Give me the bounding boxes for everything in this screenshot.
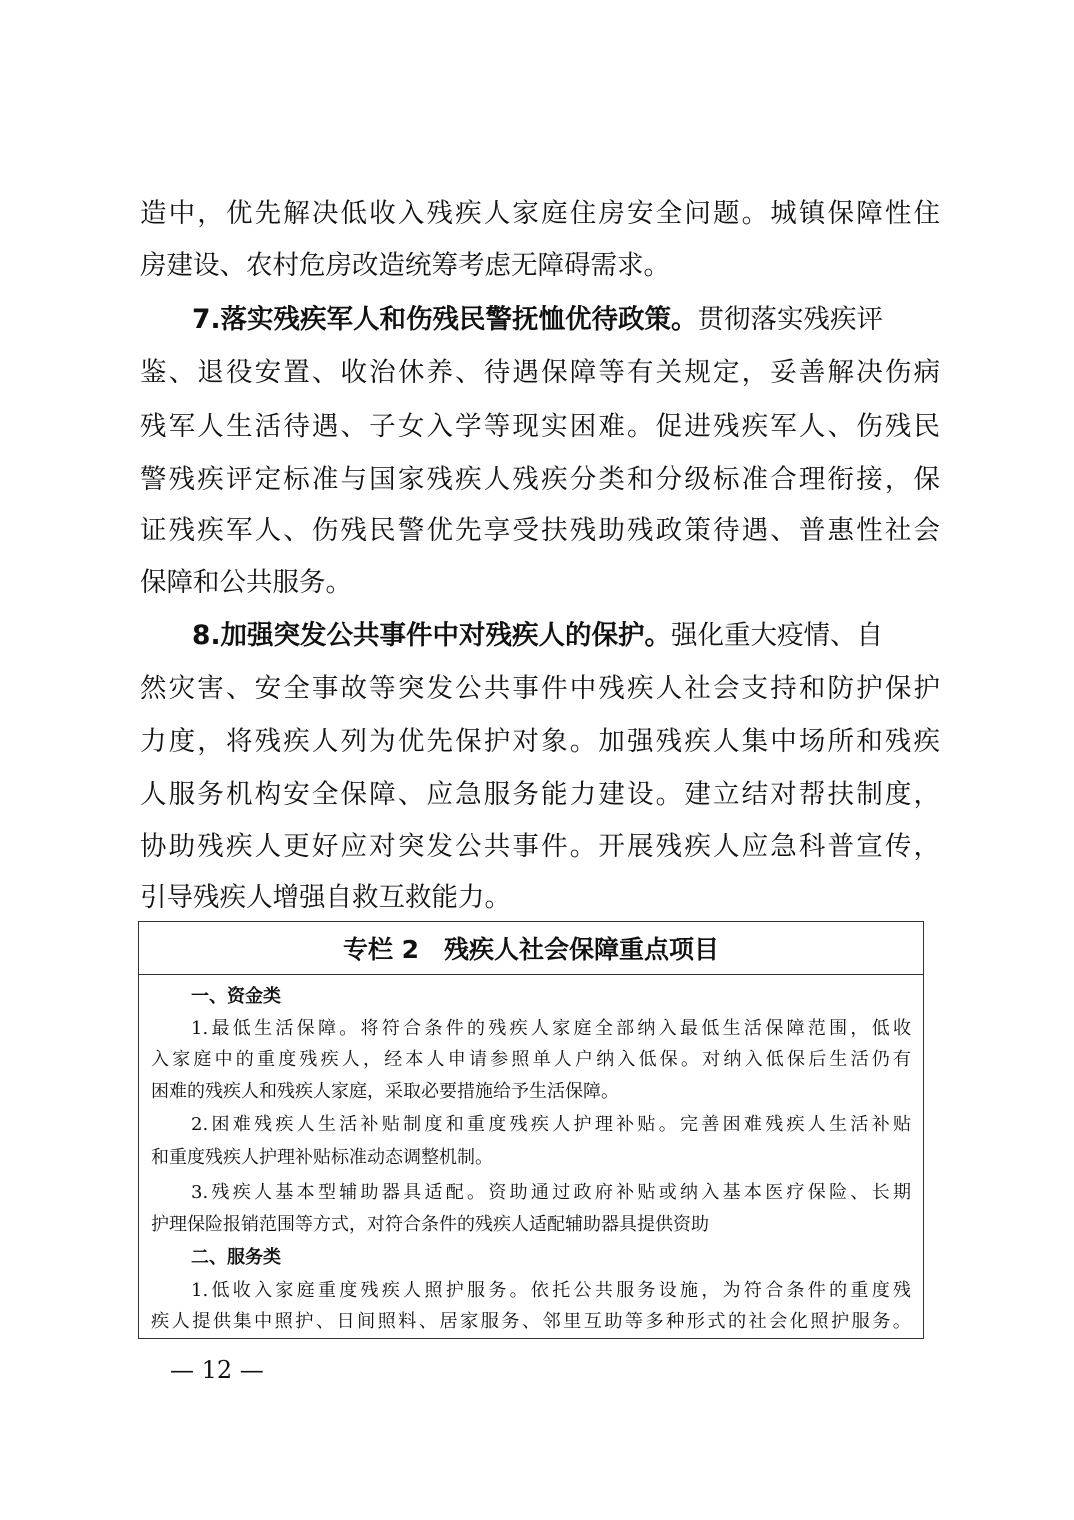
paragraph-line: 鉴、退役安置、收治休养、待遇保障等有关规定，妥善解决伤病 — [140, 357, 940, 388]
paragraph-line: 人服务机构安全保障、应急服务能力建设。建立结对帮扶制度， — [140, 779, 940, 810]
section-7-line1-rest: 贯彻落实残疾评 — [697, 304, 884, 335]
paragraph-line: 残军人生活待遇、子女入学等现实困难。促进残疾军人、伤残民 — [140, 411, 940, 442]
category-heading: 二、服务类 — [191, 1247, 281, 1268]
paragraph-line: 造中，优先解决低收入残疾人家庭住房安全问题。城镇保障性住 — [140, 198, 940, 229]
column-box-title: 专栏 2 残疾人社会保障重点项目 — [342, 935, 720, 964]
box-line: 2.困难残疾人生活补贴制度和重度残疾人护理补贴。完善困难残疾人生活补贴 — [191, 1114, 911, 1135]
paragraph-line: 证残疾军人、伤残民警优先享受扶残助残政策待遇、普惠性社会 — [140, 515, 940, 546]
paragraph-line: 然灾害、安全事故等突发公共事件中残疾人社会支持和防护保护 — [140, 673, 940, 704]
paragraph-line: 协助残疾人更好应对突发公共事件。开展残疾人应急科普宣传， — [140, 831, 940, 862]
paragraph-line: 警残疾评定标准与国家残疾人残疾分类和分级标准合理衔接，保 — [140, 464, 940, 495]
section-7-heading: 7.落实残疾军人和伤残民警抚恤优待政策。 — [192, 304, 698, 335]
section-8-line1-rest: 强化重大疫情、自 — [671, 620, 884, 651]
section-8-first-line — [192, 620, 940, 651]
paragraph-line: 房建设、农村危房改造统筹考虑无障碍需求。 — [140, 250, 670, 281]
section-7-first-line — [192, 304, 940, 335]
box-line: 护理保险报销范围等方式，对符合条件的残疾人适配辅助器具提供资助 — [151, 1214, 709, 1235]
column-box — [138, 921, 924, 1339]
box-line: 入家庭中的重度残疾人，经本人申请参照单人户纳入低保。对纳入低保后生活仍有 — [151, 1049, 911, 1070]
category-heading: 一、资金类 — [191, 986, 281, 1007]
box-line: 和重度残疾人护理补贴标准动态调整机制。 — [151, 1147, 493, 1168]
page-number: — 12 — — [170, 1356, 264, 1384]
box-line: 3.残疾人基本型辅助器具适配。资助通过政府补贴或纳入基本医疗保险、长期 — [191, 1182, 911, 1203]
section-8-heading: 8.加强突发公共事件中对残疾人的保护。 — [192, 620, 672, 651]
box-line: 疾人提供集中照护、日间照料、居家服务、邻里互助等多种形式的社会化照护服务。 — [151, 1311, 911, 1332]
paragraph-line: 力度，将残疾人列为优先保护对象。加强残疾人集中场所和残疾 — [140, 726, 940, 757]
box-line: 1.最低生活保障。将符合条件的残疾人家庭全部纳入最低生活保障范围，低收 — [191, 1018, 911, 1039]
box-line: 1.低收入家庭重度残疾人照护服务。依托公共服务设施，为符合条件的重度残 — [191, 1280, 911, 1301]
paragraph-line: 保障和公共服务。 — [140, 567, 352, 598]
column-box-title-row — [139, 922, 923, 975]
box-line: 困难的残疾人和残疾人家庭，采取必要措施给予生活保障。 — [151, 1081, 619, 1102]
paragraph-line: 引导残疾人增强自救互救能力。 — [140, 882, 511, 913]
